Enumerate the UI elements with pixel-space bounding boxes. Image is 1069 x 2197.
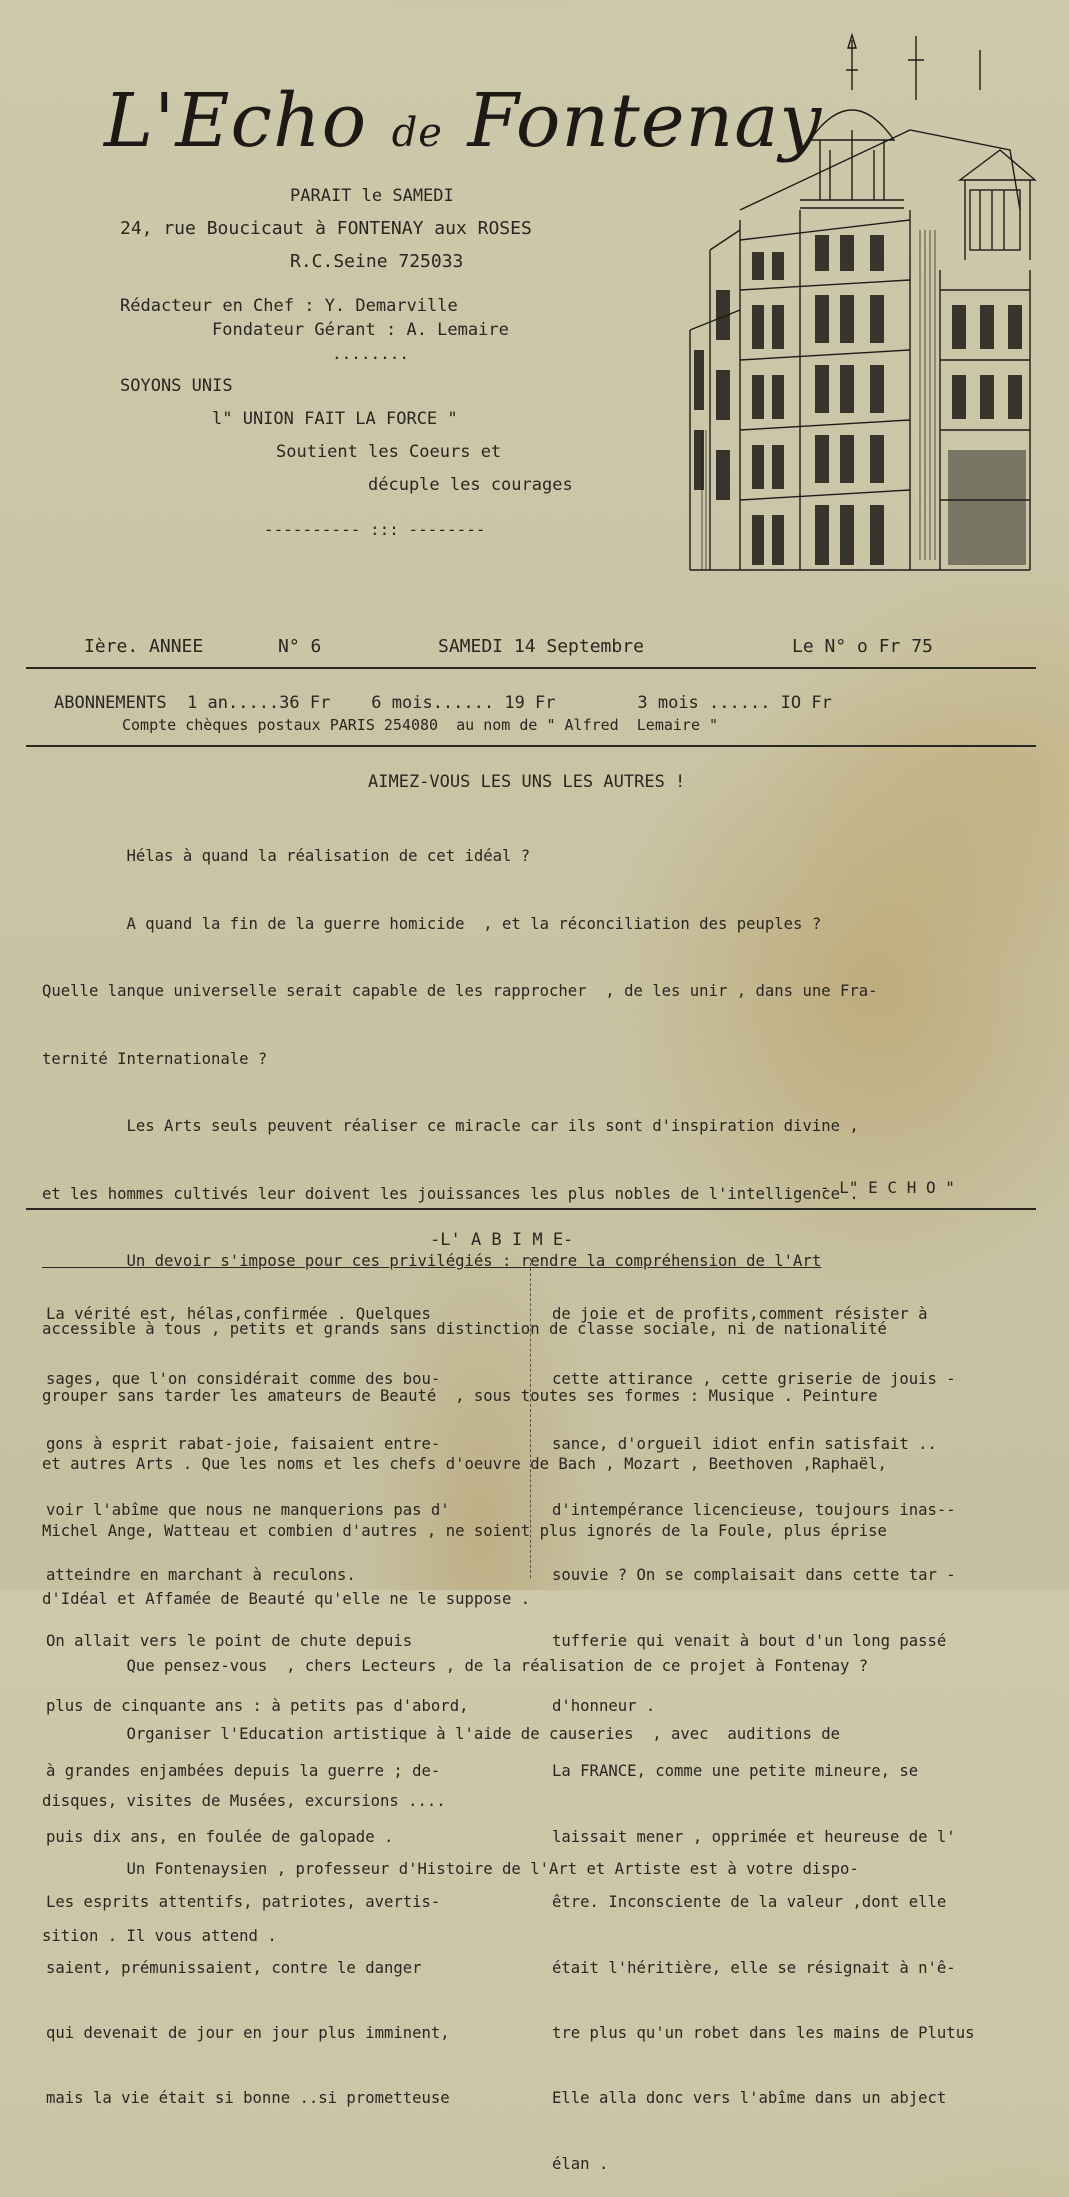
column-line: gons à esprit rabat-joie, faisaient entre- (46, 1435, 441, 1454)
article-line: Michel Ange, Watteau et combien d'autres , ne soient plus ignorés de la Foule, plus éprise (42, 1522, 887, 1540)
founder-manager: Fondateur Gérant : A. Lemaire (212, 320, 509, 340)
article-line: Hélas à quand la réalisation de cet idéal ? (42, 847, 531, 865)
article-line: accessible à tous , petits et grands sans distinction de classe sociale, ni de nationalité (42, 1319, 887, 1338)
column-line: Les esprits attentifs, patriotes, avertis- (46, 1893, 441, 1912)
column-line: d'honneur . (552, 1696, 656, 1715)
article-signature: - L" E C H O " (820, 1178, 955, 1197)
column-line: mais la vie était si bonne ..si prometteuse (46, 2089, 450, 2108)
motto-line-3: Soutient les Coeurs et (276, 442, 502, 462)
column-line: On allait vers le point de chute depuis (46, 1631, 413, 1650)
article-line-underlined: Un devoir s'impose pour ces privilégiés : rendre la compréhension de l'Art (42, 1252, 822, 1270)
masthead-word-de: de (391, 110, 443, 156)
column-line: plus de cinquante ans : à petits pas d'abord, (46, 1696, 469, 1715)
article-line: Quelle lanque universelle serait capable de les rapprocher , de les unir , dans une Fra- (42, 982, 878, 1000)
publication-frequency: PARAIT le SAMEDI (290, 186, 454, 206)
column-line: à grandes enjambées depuis la guerre ; de- (46, 1762, 441, 1781)
article-line: Un Fontenaysien , professeur d'Histoire de l'Art et Artiste est à votre dispo- (42, 1859, 859, 1878)
article-line: et autres Arts . Que les noms et les chefs d'oeuvre de Bach , Mozart , Beethoven ,Raphaël, (42, 1454, 887, 1473)
article2-title: -L' A B I M E- (430, 1230, 574, 1250)
dotted-separator: ........ (332, 344, 410, 363)
column-line: sance, d'orgueil idiot enfin satisfait .. (552, 1435, 937, 1454)
publication-address: 24, rue Boucicaut à FONTENAY aux ROSES (120, 218, 532, 239)
article-line: d'Idéal et Affamée de Beauté qu'elle ne le suppose . (42, 1589, 531, 1608)
column-line: qui devenait de jour en jour plus imminent, (46, 2023, 450, 2042)
motto-line-1: SOYONS UNIS (120, 376, 233, 396)
column-separator (530, 1258, 532, 1578)
article2-right-column (552, 1260, 974, 2197)
column-line: tufferie qui venait à bout d'un long passé (552, 1631, 947, 1650)
postal-account: Compte chèques postaux PARIS 254080 au nom de " Alfred Lemaire " (122, 716, 719, 734)
column-line: élan . (552, 2154, 609, 2173)
column-line: tre plus qu'un robet dans les mains de Plutus (552, 2023, 975, 2042)
town-hall-illustration (680, 30, 1040, 598)
article-line: ternité Internationale ? (42, 1049, 268, 1068)
column-line: puis dix ans, en foulée de galopade . (46, 1827, 394, 1846)
column-line: voir l'abîme que nous ne manquerions pas d' (46, 1500, 450, 1519)
column-line: de joie et de profits,comment résister à (552, 1304, 928, 1323)
registration-number: R.C.Seine 725033 (290, 251, 464, 272)
article-line: sition . Il vous attend . (42, 1927, 277, 1945)
issue-number: N° 6 (278, 636, 322, 657)
rule-article (26, 1208, 1036, 1210)
column-line: d'intempérance licencieuse, toujours inas-- (552, 1500, 956, 1519)
issue-date: SAMEDI 14 Septembre (438, 636, 644, 657)
rule-top (26, 667, 1036, 669)
article-title: AIMEZ-VOUS LES UNS LES AUTRES ! (368, 772, 686, 792)
column-line: saient, prémunissaient, contre le danger (46, 1958, 422, 1977)
column-line: était l'héritière, elle se résignait à n'ê- (552, 1958, 956, 1977)
masthead-title (104, 78, 823, 164)
article-line: grouper sans tarder les amateurs de Beauté , sous toutes ses formes : Musique . Peinture (42, 1387, 878, 1405)
issue-price: Le N° o Fr 75 (792, 636, 933, 657)
header-divider: ---------- ::: -------- (264, 520, 486, 539)
article2-left-column (46, 1260, 468, 2132)
article-line: A quand la fin de la guerre homicide , et la réconciliation des peuples ? (42, 914, 822, 933)
column-line: La vérité est, hélas,confirmée . Quelques (46, 1304, 431, 1323)
masthead-word-fontenay: Fontenay (467, 78, 823, 164)
column-line: être. Inconsciente de la valeur ,dont elle (552, 1893, 947, 1912)
issue-year: Ière. ANNEE (84, 636, 204, 657)
column-line: cette attirance , cette griserie de jouis - (552, 1369, 956, 1388)
article-line: Organiser l'Education artistique à l'aide de causeries , avec auditions de (42, 1724, 840, 1743)
article-line: et les hommes cultivés leur doivent les jouissances les plus nobles de l'intelligence . (42, 1184, 859, 1203)
column-line: souvie ? On se complaisait dans cette tar - (552, 1566, 956, 1585)
column-line: Elle alla donc vers l'abîme dans un abject (552, 2089, 947, 2108)
masthead-word-echo: L'Echo (104, 78, 368, 164)
rule-subscriptions (26, 745, 1036, 747)
article-line: disques, visites de Musées, excursions .... (42, 1792, 446, 1810)
editor-in-chief: Rédacteur en Chef : Y. Demarville (120, 296, 458, 316)
column-line: atteindre en marchant à reculons. (46, 1566, 356, 1585)
motto-line-2: l" UNION FAIT LA FORCE " (212, 409, 458, 429)
column-line: laissait mener , opprimée et heureuse de l' (552, 1827, 956, 1846)
motto-line-4: décuple les courages (368, 475, 573, 495)
column-line: sages, que l'on considérait comme des bou- (46, 1369, 441, 1388)
column-line: La FRANCE, comme une petite mineure, se (552, 1762, 919, 1781)
article-line: Que pensez-vous , chers Lecteurs , de la réalisation de ce projet à Fontenay ? (42, 1657, 869, 1675)
subscription-rates: ABONNEMENTS 1 an.....36 Fr 6 mois...... 19 Fr 3 mois ...... IO Fr (54, 693, 832, 713)
article-line: Les Arts seuls peuvent réaliser ce miracle car ils sont d'inspiration divine , (42, 1117, 859, 1135)
